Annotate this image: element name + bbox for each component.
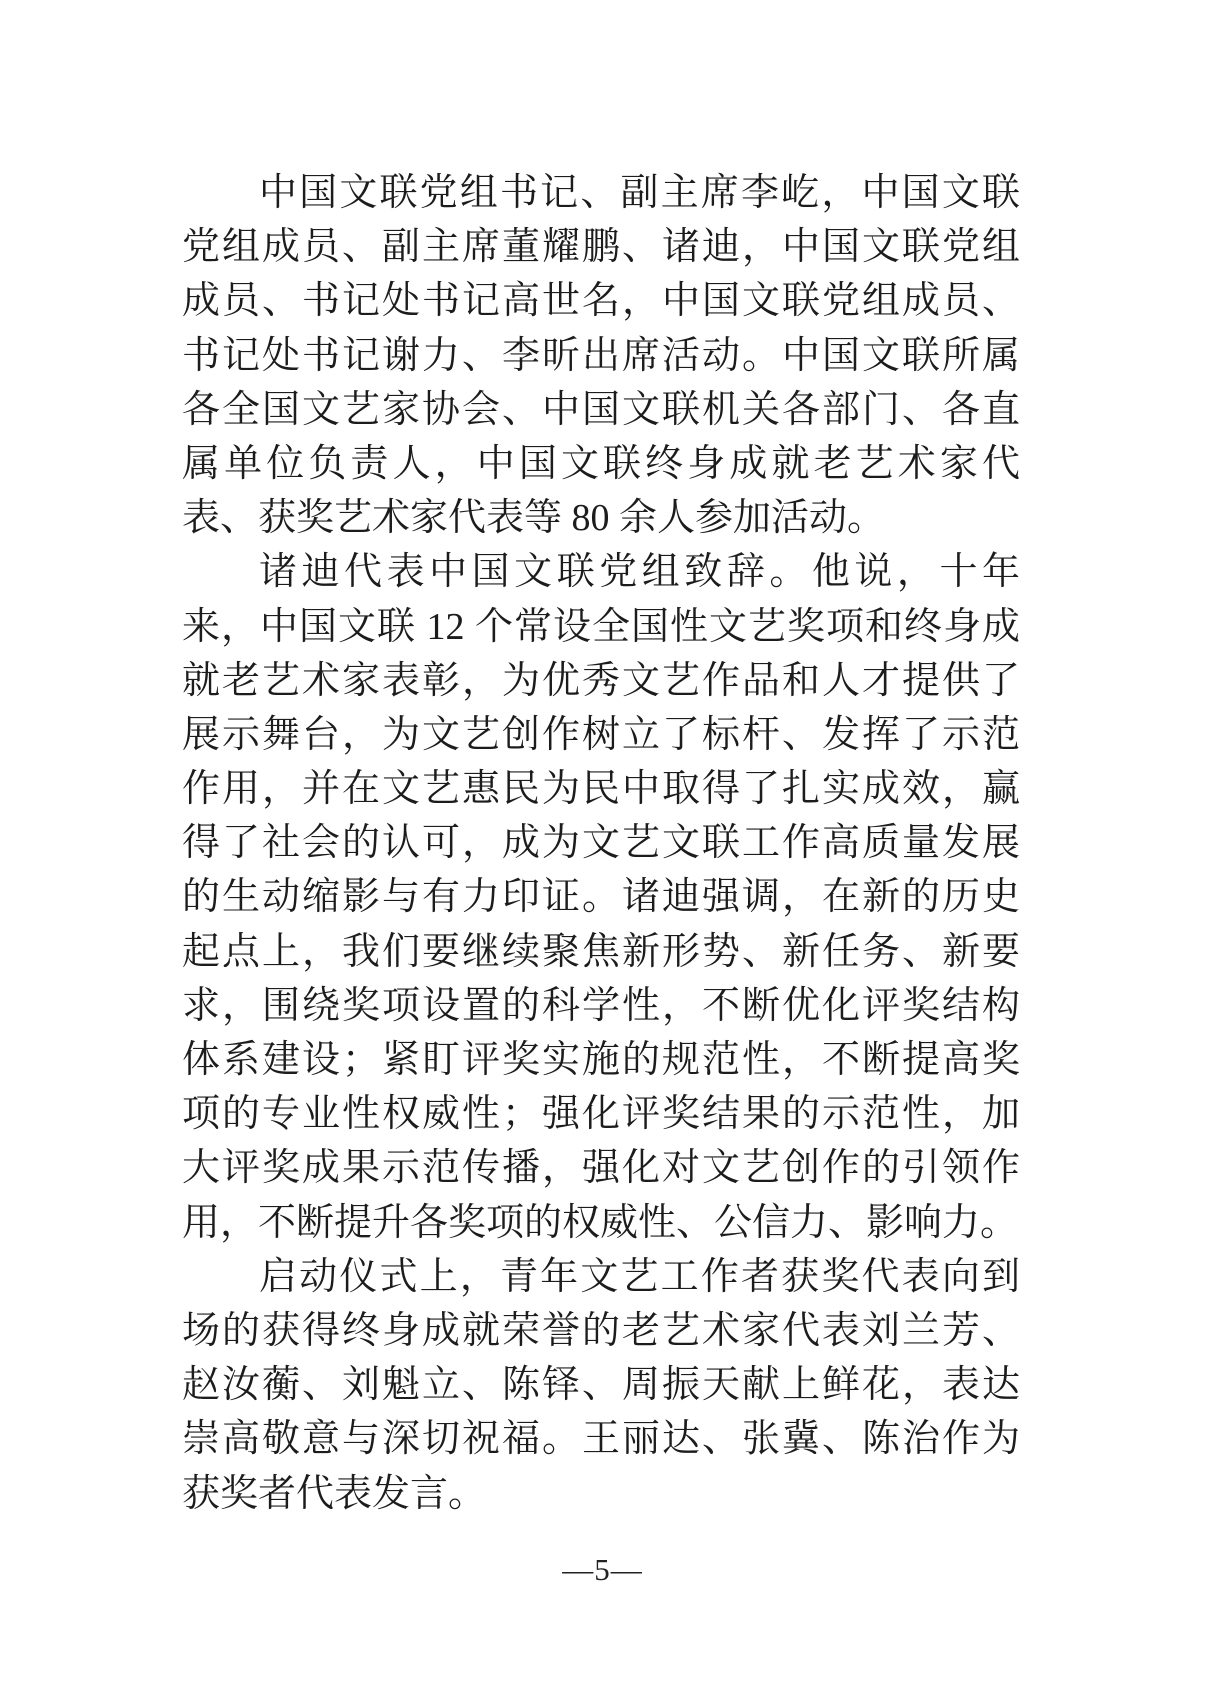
text-line: 场的获得终身成就荣誉的老艺术家代表刘兰芳、 [182, 1309, 1020, 1352]
page-number: —5— [562, 1552, 643, 1587]
text-line: 表、获奖艺术家代表等 80 余人参加活动。 [182, 497, 886, 540]
text-line: 来，中国文联 12 个常设全国性文艺奖项和终身成 [182, 605, 1020, 648]
text-line: 用，不断提升各奖项的权威性、公信力、影响力。 [182, 1201, 1019, 1244]
text-line: 中国文联党组书记、副主席李屹，中国文联 [259, 172, 1020, 214]
text-line: 获奖者代表发言。 [182, 1472, 487, 1515]
text-line: 崇高敬意与深切祝福。王丽达、张冀、陈治作为 [182, 1418, 1020, 1461]
text-line: 体系建设；紧盯评奖实施的规范性，不断提高奖 [182, 1039, 1020, 1081]
text-line: 项的专业性权威性；强化评奖结果的示范性，加 [182, 1093, 1020, 1136]
text-line: 各全国文艺家协会、中国文联机关各部门、各直 [182, 388, 1020, 431]
text-line: 成员、书记处书记高世名，中国文联党组成员、 [182, 280, 1020, 323]
text-line: 书记处书记谢力、李昕出席活动。中国文联所属 [182, 334, 1020, 377]
text-line: 的生动缩影与有力印证。诸迪强调，在新的历史 [182, 876, 1020, 919]
text-line: 大评奖成果示范传播，强化对文艺创作的引领作 [182, 1147, 1020, 1190]
text-line: 党组成员、副主席董耀鹏、诸迪，中国文联党组 [182, 226, 1020, 269]
text-line: 起点上，我们要继续聚焦新形势、新任务、新要 [182, 930, 1020, 973]
paragraph [182, 545, 1020, 1249]
text-line: 属单位负责人，中国文联终身成就老艺术家代 [182, 442, 1020, 485]
paragraph [182, 166, 1020, 545]
text-line: 得了社会的认可，成为文艺文联工作高质量发展 [182, 822, 1020, 865]
text-line: 展示舞台，为文艺创作树立了标杆、发挥了示范 [182, 713, 1020, 756]
text-line: 诸迪代表中国文联党组致辞。他说，十年 [259, 551, 1020, 594]
text-line: 求，围绕奖项设置的科学性，不断优化评奖结构 [182, 984, 1020, 1027]
document-body [182, 166, 1020, 1521]
text-line: 启动仪式上，青年文艺工作者获奖代表向到 [259, 1255, 1020, 1298]
text-line: 就老艺术家表彰，为优秀文艺作品和人才提供了 [182, 659, 1020, 702]
text-line: 赵汝蘅、刘魁立、陈铎、周振天献上鲜花，表达 [182, 1364, 1020, 1407]
paragraph [182, 1250, 1020, 1521]
text-line: 作用，并在文艺惠民为民中取得了扎实成效，赢 [182, 768, 1020, 811]
